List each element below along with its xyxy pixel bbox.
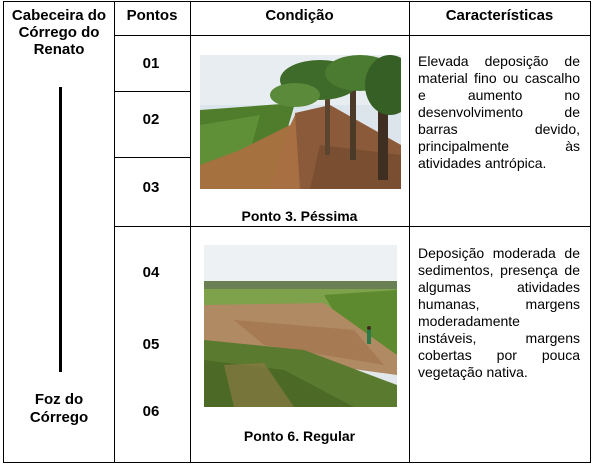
header-condition: Condição bbox=[265, 7, 334, 24]
flow-direction-line bbox=[59, 87, 62, 372]
header-separator bbox=[114, 35, 591, 36]
table-border-top bbox=[3, 1, 591, 2]
group-separator bbox=[114, 226, 591, 227]
point-06: 06 bbox=[142, 403, 160, 420]
point-05: 05 bbox=[142, 336, 160, 353]
row-separator-2 bbox=[114, 157, 190, 158]
description-point-3: Elevada deposição de material fino ou cascalho e aumento no desenvolvimento de barras devido, principalmente às atividades antrópica. bbox=[418, 53, 580, 171]
column-separator-2 bbox=[190, 1, 191, 463]
column-separator-3 bbox=[409, 1, 410, 463]
column-separator-1 bbox=[114, 1, 115, 463]
river-mouth-label: Foz do Córrego bbox=[29, 391, 89, 426]
photo-point-3 bbox=[200, 55, 401, 189]
header-headwater: Cabeceira do Córrego do Renato bbox=[11, 7, 107, 58]
photo-point-6 bbox=[204, 245, 397, 407]
table-border-left bbox=[3, 1, 4, 463]
header-points: Pontos bbox=[126, 7, 178, 24]
point-03: 03 bbox=[142, 179, 160, 196]
table-border-right bbox=[590, 1, 591, 463]
point-02: 02 bbox=[142, 111, 160, 128]
header-characteristics: Características bbox=[445, 7, 554, 24]
description-point-6: Deposição moderada de sedimentos, presença de algumas atividades humanas, margens moderadamente instáveis, margens cobertas por pouca vegetação nativa. bbox=[418, 245, 580, 380]
table-border-bottom bbox=[3, 462, 591, 463]
point-04: 04 bbox=[142, 264, 160, 281]
caption-point-6: Ponto 6. Regular bbox=[243, 428, 356, 444]
point-01: 01 bbox=[142, 55, 160, 72]
row-separator-1 bbox=[114, 91, 190, 92]
caption-point-3: Ponto 3. Péssima bbox=[241, 208, 358, 224]
